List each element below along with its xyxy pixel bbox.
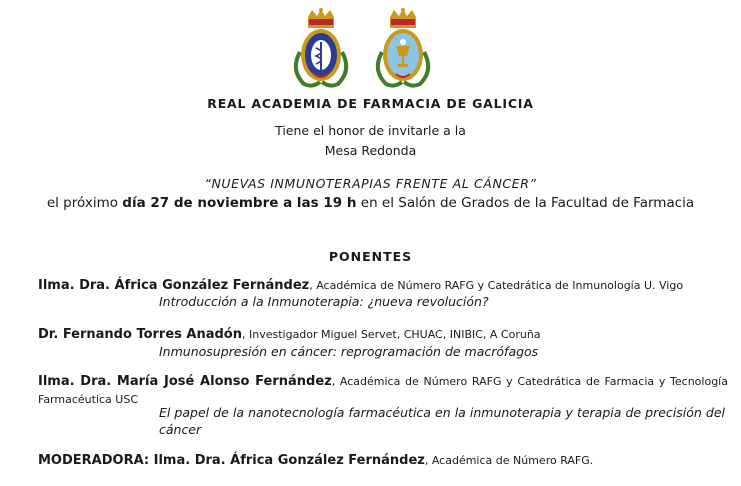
speaker-2 bbox=[38, 327, 728, 342]
speaker-affiliation: , Académica de Número RAFG y Catedrática de Inmunología U. Vigo bbox=[309, 279, 684, 292]
speaker-2-talk: Inmunosupresión en cáncer: reprogramación de macrófagos bbox=[159, 344, 539, 359]
event-date-line bbox=[0, 195, 741, 211]
crests bbox=[0, 8, 741, 92]
moderator-label: MODERADORA: bbox=[38, 453, 154, 468]
moderator-name: Ilma. Dra. África González Fernández bbox=[153, 453, 425, 468]
event-title: “NUEVAS INMUNOTERAPIAS FRENTE AL CÁNCER” bbox=[204, 176, 537, 191]
moderator bbox=[38, 453, 728, 468]
academy-crest-icon bbox=[290, 8, 352, 90]
moderator-affiliation: , Académica de Número RAFG. bbox=[424, 454, 594, 467]
speaker-affiliation: , Investigador Miguel Servet, CHUAC, INIBIC, A Coruña bbox=[242, 328, 541, 341]
date-time: día 27 de noviembre a las 19 h bbox=[122, 195, 357, 211]
ponentes-heading: PONENTES bbox=[328, 249, 413, 264]
speaker-name: Dr. Fernando Torres Anadón bbox=[38, 327, 242, 342]
speaker-1 bbox=[38, 278, 728, 293]
date-prefix: el próximo bbox=[46, 195, 123, 211]
speaker-1-talk: Introducción a la Inmunoterapia: ¿nueva revolución? bbox=[159, 294, 489, 309]
speaker-name: Ilma. Dra. María José Alonso Fernández bbox=[38, 374, 332, 389]
invitation-line-1: Tiene el honor de invitarle a la bbox=[275, 123, 466, 138]
academy-name: REAL ACADEMIA DE FARMACIA DE GALICIA bbox=[207, 96, 534, 111]
speaker-3-talk: El papel de la nanotecnología farmacéutica en la inmunoterapia y terapia de precisión del cáncer bbox=[159, 405, 725, 437]
speaker-affiliation: , Académica de Número RAFG y Catedrática de Farmacia y Tecnología Farmacéutica USC bbox=[38, 375, 728, 406]
invitation-line-2: Mesa Redonda bbox=[324, 143, 417, 158]
date-venue: en el Salón de Grados de la Facultad de Farmacia bbox=[356, 195, 695, 211]
galicia-pharmacy-crest-icon bbox=[372, 8, 434, 90]
speaker-name: Ilma. Dra. África González Fernández bbox=[38, 278, 310, 293]
